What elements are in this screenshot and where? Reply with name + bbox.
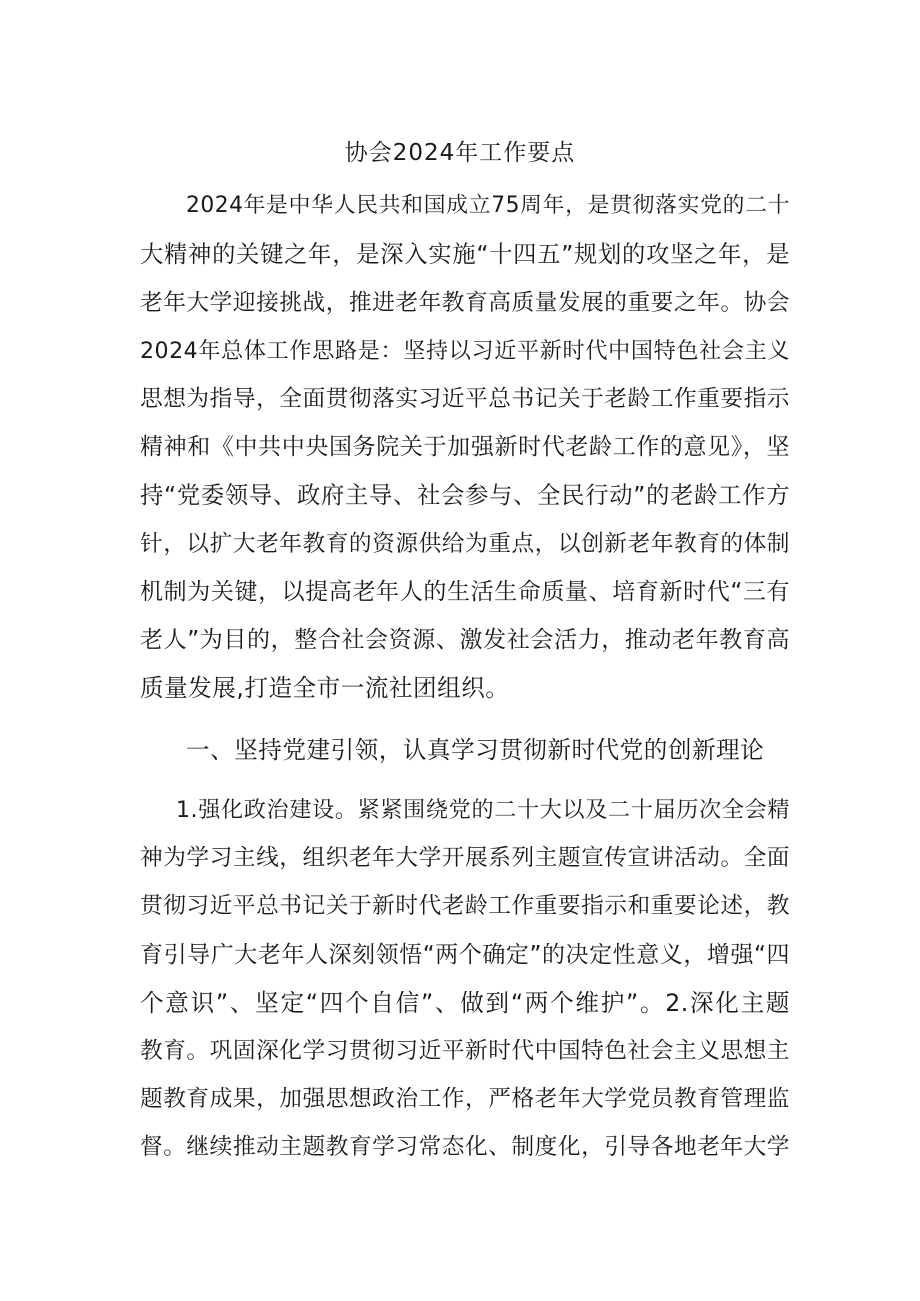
intro-line-7: 持“党委领导、政府主导、社会参与、全民行动”的老龄工作方 (140, 482, 790, 509)
section-line-3: 贯彻习近平总书记关于新时代老龄工作重要指示和重要论述，教 (140, 893, 790, 919)
intro-line-4: 2024年总体工作思路是：坚持以习近平新时代中国特色社会主义 (140, 338, 790, 364)
section-line-8: 督。继续推动主题教育学习常态化、制度化，引导各地老年大学 (140, 1134, 790, 1160)
document-title: 协会2024年工作要点 (344, 140, 576, 166)
intro-line-8: 针，以扩大老年教育的资源供给为重点，以创新老年教育的体制 (140, 531, 790, 557)
section-line-2: 神为学习主线，组织老年大学开展系列主题宣传宣讲活动。全面 (140, 845, 790, 871)
section-line-7: 题教育成果，加强思想政治工作，严格老年大学党员教育管理监 (140, 1086, 790, 1112)
intro-line-11: 质量发展,打造全市一流社团组织。 (140, 674, 510, 702)
section-line-1: 1.强化政治建设。紧紧围绕党的二十大以及二十届历次全会精 (176, 797, 790, 823)
section-line-4: 育引导广大老年人深刻领悟“两个确定”的决定性意义，增强“四 (140, 942, 790, 968)
intro-line-2: 大精神的关键之年，是深入实施“十四五”规划的攻坚之年，是 (140, 241, 790, 268)
intro-line-5: 思想为指导，全面贯彻落实习近平总书记关于老龄工作重要指示 (140, 386, 790, 412)
section-heading: 一、坚持党建引领，认真学习贯彻新时代党的创新理论 (186, 736, 765, 764)
intro-line-6: 精神和《中共中央国务院关于加强新时代老龄工作的意见》，坚 (140, 434, 790, 460)
intro-line-3: 老年大学迎接挑战，推进老年教育高质量发展的重要之年。协会 (140, 290, 790, 316)
intro-line-10: 老人”为目的，整合社会资源、激发社会活力，推动老年教育高 (140, 627, 790, 653)
intro-line-1: 2024年是中华人民共和国成立75周年，是贯彻落实党的二十 (186, 193, 790, 218)
section-line-5: 个意识”、坚定“四个自信”、做到“两个维护”。2.深化主题 (140, 989, 790, 1017)
section-line-6: 教育。巩固深化学习贯彻习近平新时代中国特色社会主义思想主 (140, 1038, 790, 1064)
intro-line-9: 机制为关键，以提高老年人的生活生命质量、培育新时代“三有 (140, 579, 790, 605)
